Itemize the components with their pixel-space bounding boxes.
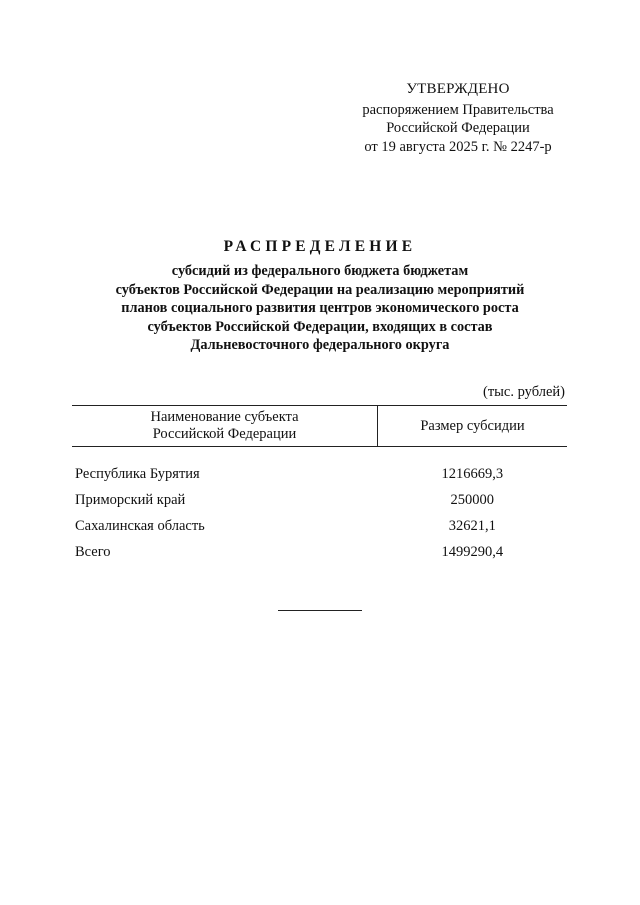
table-row	[72, 487, 567, 513]
approval-stamp	[330, 80, 586, 156]
approval-line-1: распоряжением Правительства	[362, 101, 554, 118]
total-label: Всего	[75, 544, 111, 560]
total-amount: 1499290,4	[441, 544, 504, 560]
table-row	[72, 461, 567, 487]
subtitle-line: субъектов Российской Федерации на реализацию мероприятий	[115, 281, 525, 298]
column-header-name-line-1: Наименование субъекта	[150, 409, 299, 425]
region-name: Республика Бурятия	[75, 466, 200, 482]
region-name: Приморский край	[75, 492, 186, 508]
approval-title: УТВЕРЖДЕНО	[406, 81, 510, 97]
end-divider	[278, 610, 362, 611]
region-name: Сахалинская область	[75, 518, 205, 534]
table-row-total	[72, 539, 567, 565]
column-header-name	[72, 406, 378, 447]
subsidy-amount: 32621,1	[448, 518, 496, 534]
approval-line-3: от 19 августа 2025 г. № 2247-р	[364, 138, 552, 155]
subsidy-amount: 250000	[450, 492, 494, 508]
approval-line-2: Российской Федерации	[386, 120, 530, 136]
subtitle-line: Дальневосточного федерального округа	[190, 337, 450, 354]
column-header-name-line-2: Российской Федерации	[152, 426, 297, 442]
column-header-amount: Размер субсидии	[378, 406, 568, 447]
table-row	[72, 513, 567, 539]
table-spacer	[72, 447, 567, 462]
table-header-row	[72, 406, 567, 447]
subsidy-amount: 1216669,3	[441, 466, 504, 482]
subtitle-line: субъектов Российской Федерации, входящих в состав	[147, 318, 493, 335]
subtitle-line: субсидий из федерального бюджета бюджетам	[171, 263, 469, 279]
document-subtitle	[60, 262, 580, 355]
subtitle-line: планов социального развития центров экономического роста	[121, 300, 519, 317]
subsidy-table	[72, 405, 567, 565]
units-note: (тыс. рублей)	[483, 384, 565, 400]
document-title: РАСПРЕДЕЛЕНИЕ	[223, 238, 417, 255]
